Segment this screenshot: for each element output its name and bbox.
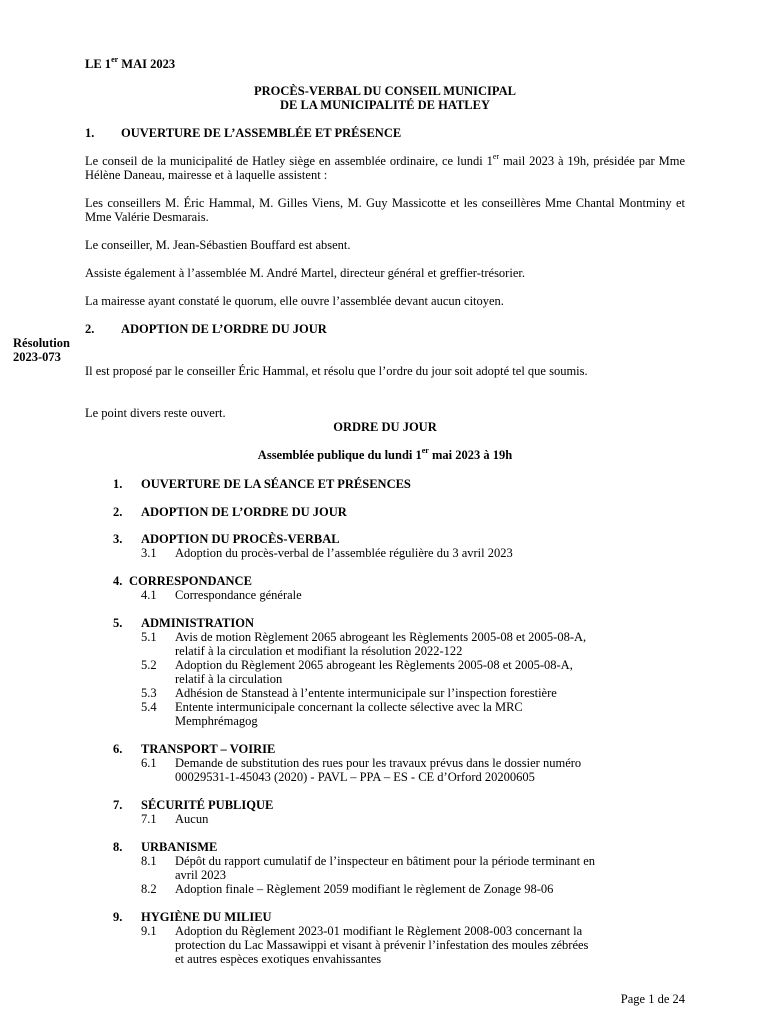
agenda-subitem-8-1-line2: avril 2023 (175, 868, 227, 882)
agenda-subitem-5-3-text: Adhésion de Stanstead à l’entente intermunicipale sur l’inspection forestière (175, 686, 557, 700)
agenda-subitem-5-4-line2: Memphrémagog (175, 714, 258, 728)
agenda-subitem-3-1-text: Adoption du procès-verbal de l’assemblée régulière du 3 avril 2023 (175, 546, 513, 560)
agenda-subitem-5-3-number: 5.3 (141, 686, 157, 700)
agenda-subitem-9-1-number: 9.1 (141, 924, 157, 938)
agenda-item-9-number: 9. (113, 910, 123, 924)
agenda-subitem-8-2-number: 8.2 (141, 882, 157, 896)
agenda-item-3-number: 3. (113, 532, 123, 546)
agenda-item-8-title: URBANISME (141, 840, 218, 854)
section-1-paragraph-2: Les conseillers M. Éric Hammal, M. Gilles Viens, M. Guy Massicotte et les conseillères Mme Chantal Montminy et Mme Valérie Desmarais. (85, 196, 685, 224)
section-2-paragraph-1: Il est proposé par le conseiller Éric Hammal, et résolu que l’ordre du jour soit adopté tel que soumis. (85, 364, 588, 378)
agenda-subitem-9-1-line1: Adoption du Règlement 2023-01 modifiant le Règlement 2008-003 concernant la (175, 924, 583, 938)
agenda-subitem-6-1-line1: Demande de substitution des rues pour les travaux prévus dans le dossier numéro (175, 756, 582, 770)
section-1-paragraph-5: La mairesse ayant constaté le quorum, elle ouvre l’assemblée devant aucun citoyen. (85, 294, 504, 308)
agenda-item-1-number: 1. (113, 477, 123, 491)
document-title-line2: DE LA MUNICIPALITÉ DE HATLEY (280, 98, 490, 112)
agenda-subitem-5-4-number: 5.4 (141, 700, 157, 714)
agenda-subitem-9-1-line2: protection du Lac Massawippi et visant à prévenir l’infestation des moules zébrées (175, 938, 589, 952)
resolution-label: Résolution (13, 336, 70, 350)
agenda-item-2-title: ADOPTION DE L’ORDRE DU JOUR (141, 505, 347, 519)
agenda-subitem-5-2-line2: relatif à la circulation (175, 672, 283, 686)
agenda-item-4-number: 4. (113, 574, 123, 588)
agenda-subitem-8-1-number: 8.1 (141, 854, 157, 868)
agenda-subitem-4-1-text: Correspondance générale (175, 588, 302, 602)
agenda-subitem-4-1-number: 4.1 (141, 588, 157, 602)
agenda-subitem-5-2-line1: Adoption du Règlement 2065 abrogeant les Règlements 2005-08 et 2005-08-A, (175, 658, 573, 672)
agenda-subtitle: Assemblée publique du lundi 1er mai 2023 à 19h (257, 445, 513, 462)
section-1-paragraph-1: Le conseil de la municipalité de Hatley siège en assemblée ordinaire, ce lundi 1er mail 2023 à 19h, présidée par Mme Hélène Daneau, mairesse et à laquelle assistent : (85, 151, 685, 182)
agenda-item-7-title: SÉCURITÉ PUBLIQUE (141, 798, 274, 812)
agenda-subitem-6-1-number: 6.1 (141, 756, 157, 770)
section-2-heading: ADOPTION DE L’ORDRE DU JOUR (121, 322, 327, 336)
agenda-item-6-number: 6. (113, 742, 123, 756)
section-1-heading: OUVERTURE DE L’ASSEMBLÉE ET PRÉSENCE (121, 126, 402, 140)
resolution-number: 2023-073 (13, 350, 61, 364)
section-1-paragraph-3: Le conseiller, M. Jean-Sébastien Bouffard est absent. (85, 238, 351, 252)
agenda-subitem-8-2-text: Adoption finale – Règlement 2059 modifiant le règlement de Zonage 98-06 (175, 882, 554, 896)
agenda-item-1-title: OUVERTURE DE LA SÉANCE ET PRÉSENCES (141, 477, 411, 491)
agenda-item-3-title: ADOPTION DU PROCÈS-VERBAL (141, 532, 340, 546)
agenda-title: ORDRE DU JOUR (333, 420, 437, 434)
agenda-subitem-6-1-line2: 00029531-1-45043 (2020) - PAVL – PPA – ES - CE d’Orford 20200605 (175, 770, 535, 784)
agenda-item-4-title: CORRESPONDANCE (129, 574, 252, 588)
agenda-subitem-5-1-line1: Avis de motion Règlement 2065 abrogeant les Règlements 2005-08 et 2005-08-A, (175, 630, 587, 644)
agenda-item-8-number: 8. (113, 840, 123, 854)
agenda-subitem-8-1-line1: Dépôt du rapport cumulatif de l’inspecteur en bâtiment pour la période terminant en (175, 854, 595, 868)
meeting-date: LE 1er MAI 2023 (85, 54, 176, 71)
agenda-subitem-5-1-number: 5.1 (141, 630, 157, 644)
section-2-paragraph-2: Le point divers reste ouvert. (85, 406, 226, 420)
section-2-number: 2. (85, 322, 95, 336)
agenda-subitem-9-1-line3: et autres espèces exotiques envahissantes (175, 952, 382, 966)
agenda-subitem-7-1-number: 7.1 (141, 812, 157, 826)
agenda-item-7-number: 7. (113, 798, 123, 812)
agenda-subitem-3-1-number: 3.1 (141, 546, 157, 560)
agenda-subitem-7-1-text: Aucun (175, 812, 209, 826)
agenda-item-2-number: 2. (113, 505, 123, 519)
agenda-subitem-5-1-line2: relatif à la circulation et modifiant la résolution 2022-122 (175, 644, 463, 658)
section-1-number: 1. (85, 126, 95, 140)
agenda-subitem-5-4-line1: Entente intermunicipale concernant la collecte sélective avec la MRC (175, 700, 523, 714)
agenda-subitem-5-2-number: 5.2 (141, 658, 157, 672)
agenda-item-9-title: HYGIÈNE DU MILIEU (141, 910, 272, 924)
agenda-item-5-number: 5. (113, 616, 123, 630)
page-number: Page 1 de 24 (620, 992, 685, 1006)
agenda-item-5-title: ADMINISTRATION (141, 616, 254, 630)
document-title-line1: PROCÈS-VERBAL DU CONSEIL MUNICIPAL (254, 84, 516, 98)
section-1-paragraph-4: Assiste également à l’assemblée M. André Martel, directeur général et greffier-trésorier. (85, 266, 525, 280)
agenda-item-6-title: TRANSPORT – VOIRIE (141, 742, 276, 756)
